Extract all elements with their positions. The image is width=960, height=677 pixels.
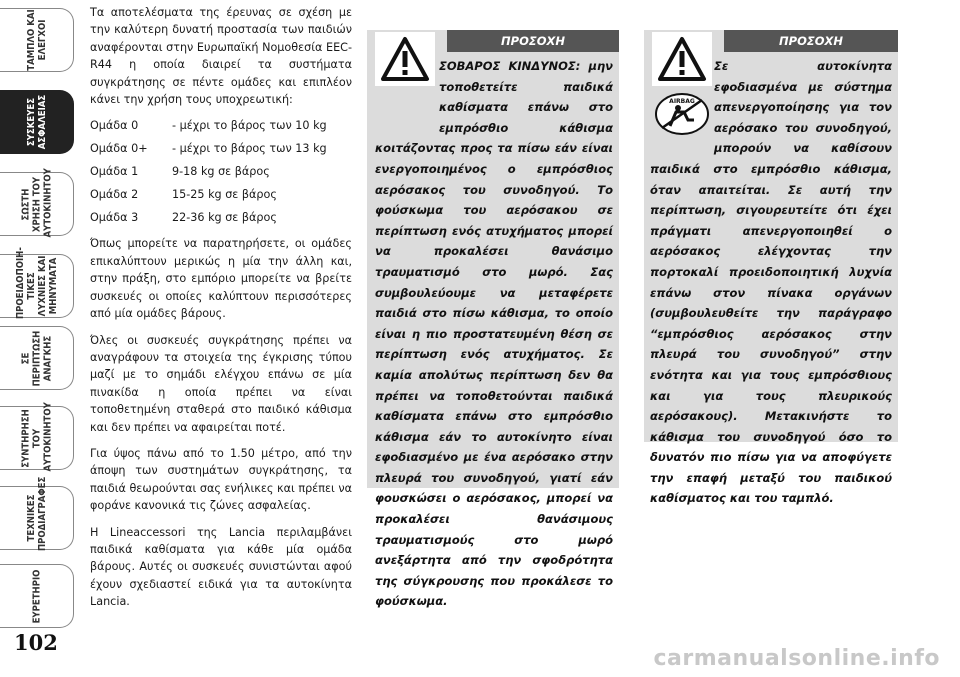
group-desc: - μέχρι το βάρος των 13 kg <box>172 142 327 156</box>
main-text-column <box>90 4 352 620</box>
list-item <box>90 209 352 226</box>
weight-groups-list <box>90 117 352 226</box>
tab-index[interactable] <box>0 564 74 628</box>
tab-label: ΣΕ ΠΕΡΙΠΤΩΣΗ ΑΝΑΓΚΗΣ <box>20 330 53 386</box>
tab-technical-specs[interactable] <box>0 476 74 551</box>
list-item <box>90 140 352 157</box>
tab-label: ΤΑΜΠΛΟ ΚΑΙ ΕΛΕΓΧΟΙ <box>25 9 48 71</box>
tab-emergency[interactable] <box>0 326 74 390</box>
tab-maintenance[interactable] <box>0 401 74 471</box>
tab-safety-devices[interactable] <box>0 90 74 154</box>
group-desc: 22-36 kg σε βάρος <box>172 211 277 225</box>
tab-label: ΤΕΧΝΙΚΕΣ ΠΡΟΔΙΑΓΡΑΦΕΣ <box>25 476 48 551</box>
group-name: Ομάδα 0 <box>90 119 139 133</box>
tab-label: ΣΩΣΤΗ ΧΡΗΣΗ ΤΟΥ ΑΥΤΟΚΙΝΗΤΟΥ <box>20 167 53 237</box>
tab-warning-lights[interactable] <box>0 247 74 319</box>
warning-text: Σε αυτοκίνητα εφοδιασμένα με σύστημα απενεργοποίησης για τον αερόσακο του συνοδηγού, μπορούν να καθίσουν παιδικά στο εμπρόσθιο κάθισμα, όταν απαιτείται. Σε αυτή την περίπτωση, σιγουρευτείτε ότι έχει πράγματι απενεργοποιηθεί ο αερόσακος ελέγχοντας την πορτοκαλί προειδοποιητική λυχνία επάνω στον πίνακα οργάνων (συμβουλευθείτε την παράγραφο “εμπρόσθιος αερόσακος στην πλευρά του συνοδηγού” στην ενότητα και για τους εμπρόσθιους και για τους πλευρικούς αερόσακους). Μετακινήστε το κάθισμα του συνοδηγού όσο το δυνατόν πιο πίσω για να αποφύγετε την επαφή μεταξύ του παιδικού καθίσματος και του ταμπλό. <box>650 59 892 506</box>
list-item <box>90 163 352 180</box>
tab-label: ΕΥΡΕΤΗΡΙΟ <box>31 569 42 623</box>
group-name: Ομάδα 3 <box>90 211 139 225</box>
group-desc: 9-18 kg σε βάρος <box>172 165 270 179</box>
group-name: Ομάδα 1 <box>90 165 139 179</box>
paragraph: Για ύψος πάνω από το 1.50 μέτρο, από την άποψη των συστημάτων συγκράτησης, τα παιδιά θεωρούνται σας ενήλικες και πρέπει να φοράνε κανονικά τις ζώνες ασφαλείας. <box>90 446 352 513</box>
page-number: 102 <box>14 630 58 655</box>
paragraph: Η Lineaccessori της Lancia περιλαμβάνει παιδικά καθίσματα για κάθε μία ομάδα βάρους. Αυτές οι συσκευές συνιστώνται αφού έχουν σχεδιαστεί ειδικά για τα αυτοκίνητα Lancia. <box>90 525 352 609</box>
group-desc: 15-25 kg σε βάρος <box>172 188 277 202</box>
warning-header: ΠΡΟΣΟΧΗ <box>447 30 619 52</box>
group-name: Ομάδα 2 <box>90 188 139 202</box>
paragraph: Όλες οι συσκευές συγκράτησης πρέπει να αναγράφουν τα στοιχεία της έγκρισης τύπου μαζί με το σημάδι ελέγχου επάνω σε μία πινακίδα η οποία πρέπει να είναι τοποθετημένη σταθερά στο παιδικό κάθισμα και δεν πρέπει να αφαιρείται ποτέ. <box>90 333 352 434</box>
list-item <box>90 117 352 134</box>
tab-correct-use[interactable] <box>0 167 74 237</box>
airbag-label: AIRBAG <box>669 98 695 105</box>
group-desc: - μέχρι το βάρος των 10 kg <box>172 119 327 133</box>
intro-paragraph: Τα αποτελέσματα της έρευνας σε σχέση με την καλύτερη δυνατή προστασία των παιδιών αναφέρονται στην Ευρωπαϊκή Νομοθεσία EEC-R44 η οποία διαιρεί τα συστήματα συγκράτησης σε πέντε ομάδες και επιπλέον κάνει την χρήση τους υποχρεωτική: <box>90 6 352 107</box>
group-name: Ομάδα 0+ <box>90 142 148 156</box>
warning-box-airbag-deactivation <box>644 30 898 506</box>
paragraph: Όπως μπορείτε να παρατηρήσετε, οι ομάδες επικαλύπτουν μερικώς η μία την άλλη και, στην πράξη, στο εμπόριο μπορείτε να βρείτε συσκευές οι οποίες καλύπτουν περισσότερες από μία ομάδες βάρους. <box>90 237 352 321</box>
tab-label: ΣΥΣΚΕΥΕΣ ΑΣΦΑΛΕΙΑΣ <box>25 94 48 150</box>
tab-label: ΣΥΝΤΗΡΗΣΗ ΤΟΥ ΑΥΤΟΚΙΝΗΤΟΥ <box>20 401 53 471</box>
tab-label: ΠΡΟΕΙΔΟΠΟΙΗ- ΤΙΚΕΣ ΛΥΧΝΙΕΣ ΚΑΙ ΜΗΝΥΜΑΤΑ <box>14 247 59 319</box>
warning-header: ΠΡΟΣΟΧΗ <box>724 30 898 52</box>
tab-dashboard-controls[interactable] <box>0 8 74 72</box>
watermark: carmanualsonline.info <box>653 646 940 671</box>
warning-box-serious-danger <box>367 30 619 609</box>
list-item <box>90 186 352 203</box>
warning-text: ΣΟΒΑΡΟΣ ΚΙΝΔΥΝΟΣ: μην τοποθετείτε παιδικά καθίσματα επάνω στο εμπρόσθιο κάθισμα κοιτάζοντας προς τα πίσω εάν είναι ενεργοποιημένος ο εμπρόσθιος αερόσακος του συνοδηγού. Το φούσκωμα του αερόσακου σε περίπτωση ενός ατυχήματος μπορεί να προκαλέσει θανάσιμο τραυματισμό στο μωρό. Σας συμβουλεύουμε να μεταφέρετε παιδιά στο πίσω κάθισμα, το οποίο είναι η πιο προστατευμένη θέση σε περίπτωση ενός ατυχήματος. Σε καμία απολύτως περίπτωση δεν θα πρέπει να τοποθετούνται παιδικά καθίσματα επάνω στο εμπρόσθιο κάθισμα εάν το αυτοκίνητο είναι εφοδιασμένο με ένα αερόσακο στην πλευρά του συνοδηγού, γιατί εάν φουσκώσει ο αερόσακος, μπορεί να προκαλέσει θανάσιμους τραυματισμούς στο μωρό ανεξάρτητα από την σφοδρότητα της σύγκρουσης που προκάλεσε το φούσκωμα. <box>375 59 613 609</box>
